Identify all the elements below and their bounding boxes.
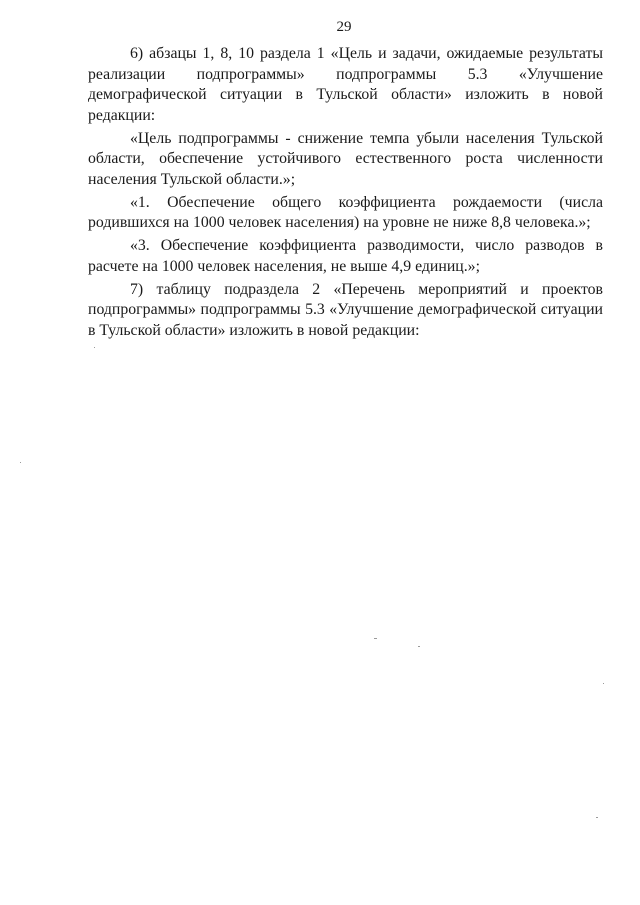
page-number: 29 — [336, 19, 352, 35]
paragraph-divorce-rate: «3. Обеспечение коэффициента разводимости, число разводов в расчете на 1000 человек населения, не выше 4,9 единиц.»; — [88, 237, 603, 275]
paragraph-amendment-6: 6) абзацы 1, 8, 10 раздела 1 «Цель и задачи, ожидаемые результаты реализации подпрограммы» подпрограммы 5.3 «Улучшение демографической ситуации в Тульской области» изложить в новой редакции: — [88, 45, 603, 124]
scan-speck — [94, 347, 95, 348]
scan-speck — [418, 646, 420, 647]
scan-speck — [603, 683, 604, 684]
paragraph-amendment-7: 7) таблицу подраздела 2 «Перечень мероприятий и проектов подпрограммы» подпрограммы 5.3 «Улучшение демографической ситуации в Тульской области» изложить в новой редакции: — [88, 280, 603, 339]
paragraph-birth-rate: «1. Обеспечение общего коэффициента рождаемости (числа родившихся на 1000 человек населения) на уровне не ниже 8,8 человека.»; — [88, 193, 603, 231]
paragraph-goal: «Цель подпрограммы - снижение темпа убыли населения Тульской области, обеспечение устойчивого естественного роста численности населения Тульской области.»; — [88, 129, 603, 188]
scan-speck — [374, 638, 377, 639]
scan-speck — [596, 817, 598, 818]
document-body — [88, 44, 603, 344]
scan-speck — [20, 462, 21, 463]
